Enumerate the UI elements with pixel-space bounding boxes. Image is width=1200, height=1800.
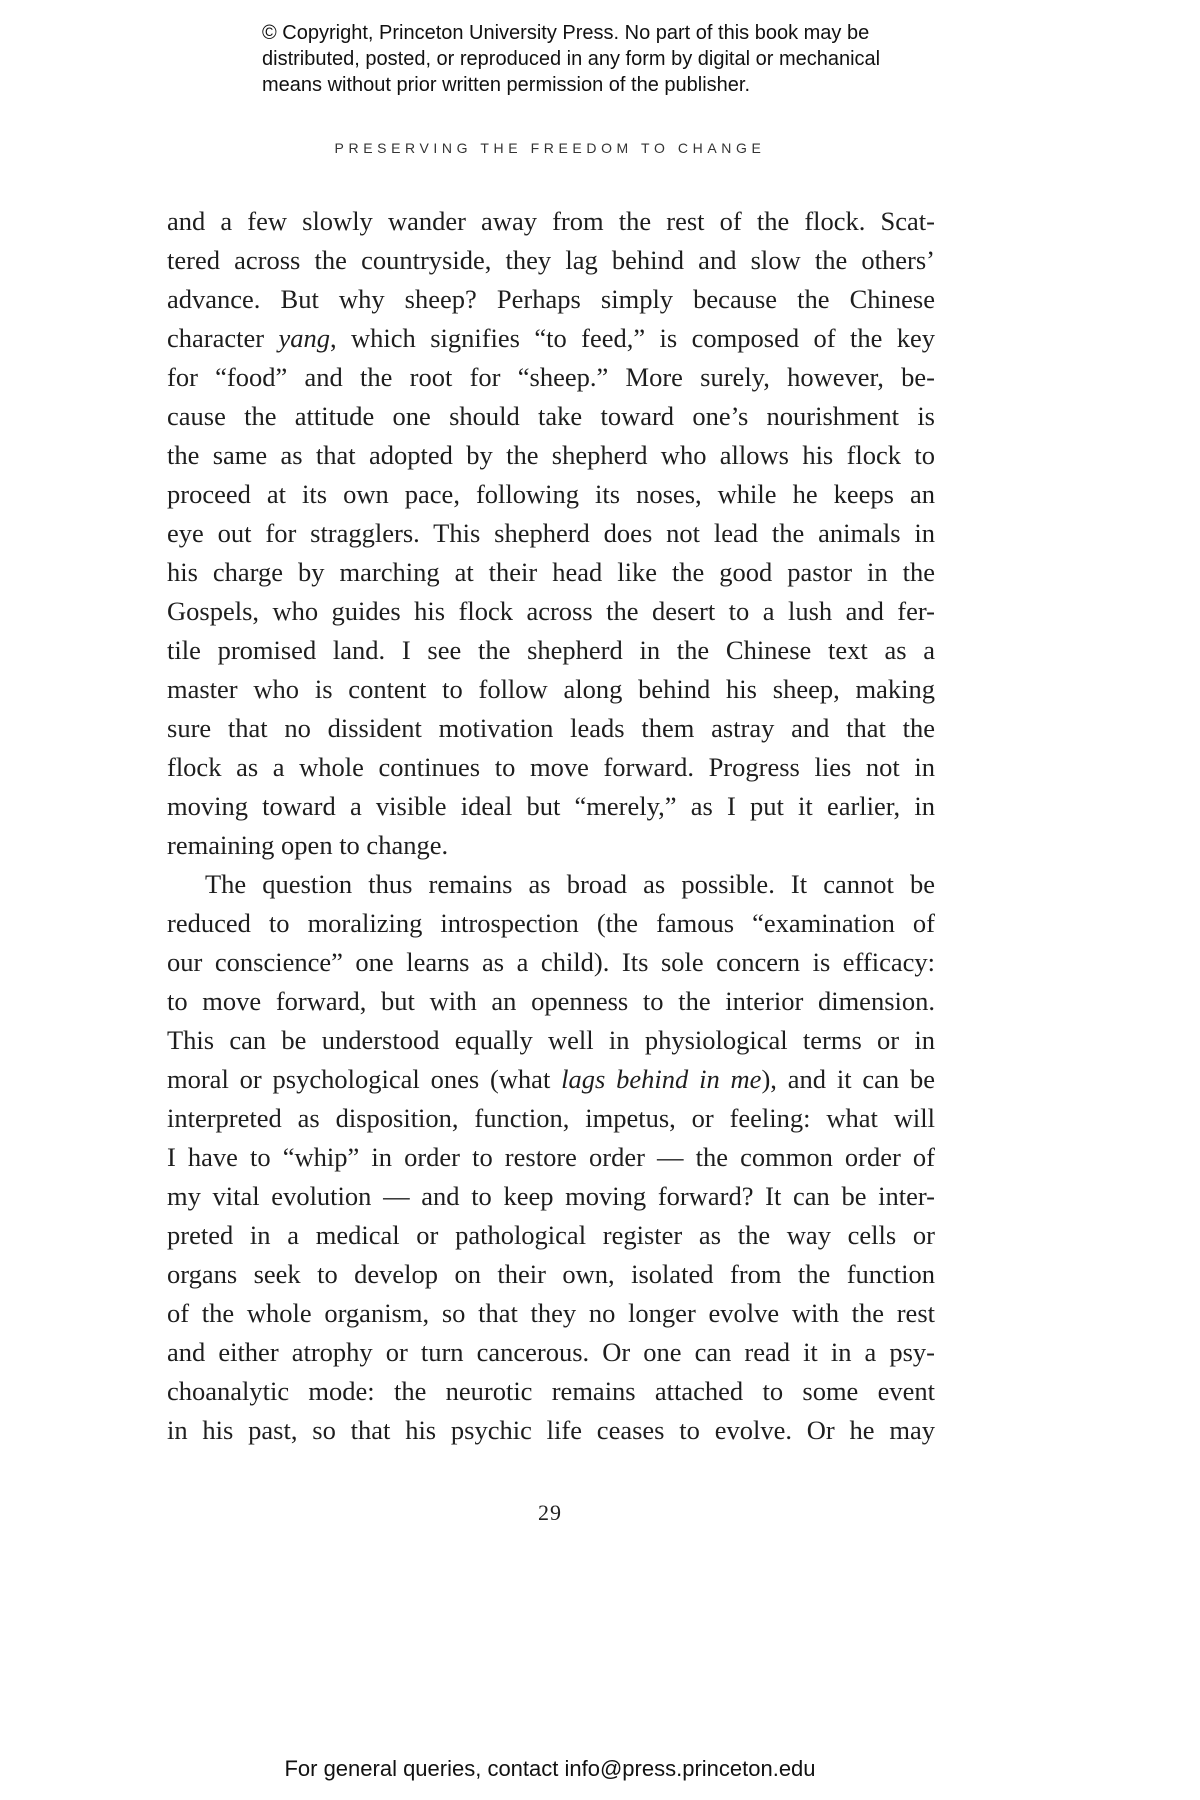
running-head: PRESERVING THE FREEDOM TO CHANGE [334,140,766,156]
text-line: in his past, so that his psychic life ceases to evolve. Or he may [167,1415,935,1445]
copyright-notice [262,20,982,98]
text-line: organs seek to develop on their own, isolated from the function [167,1259,935,1289]
italic-term: yang [278,323,330,353]
text-line: his charge by marching at their head like the good pastor in the [167,557,935,587]
text-line: our conscience” one learns as a child). Its sole concern is efficacy: [167,947,935,977]
text-line: preted in a medical or pathological register as the way cells or [167,1220,935,1250]
text-line: reduced to moralizing introspection (the famous “examination of [167,908,935,938]
text-line: the same as that adopted by the shepherd who allows his flock to [167,440,935,470]
text-line: I have to “whip” in order to restore order — the common order of [167,1142,935,1172]
text-line: cause the attitude one should take toward one’s nourishment is [167,401,935,431]
text-segment: , which signifies “to feed,” is composed of the key [330,323,935,353]
text-line: moving toward a visible ideal but “merely,” as I put it earlier, in [167,791,935,821]
text-line: tered across the countryside, they lag behind and slow the others’ [167,245,935,275]
text-line [167,1060,935,1099]
text-line: This can be understood equally well in physiological terms or in [167,1025,935,1055]
text-line: The question thus remains as broad as possible. It cannot be [205,869,935,899]
text-line: flock as a whole continues to move forward. Progress lies not in [167,752,935,782]
body-text [167,202,935,1450]
text-line: Gospels, who guides his flock across the desert to a lush and fer- [167,596,935,626]
text-line: eye out for stragglers. This shepherd does not lead the animals in [167,518,935,548]
text-line: advance. But why sheep? Perhaps simply because the Chinese [167,284,935,314]
italic-term: lags behind in me [561,1064,762,1094]
text-line [167,319,935,358]
text-line: my vital evolution — and to keep moving forward? It can be inter- [167,1181,935,1211]
text-line: to move forward, but with an openness to the interior dimension. [167,986,935,1016]
copyright-line: © Copyright, Princeton University Press. No part of this book may be [262,22,870,44]
text-line: and either atrophy or turn cancerous. Or one can read it in a psy- [167,1337,935,1367]
text-line: tile promised land. I see the shepherd in the Chinese text as a [167,635,935,665]
text-segment: moral or psychological ones (what [167,1064,562,1094]
text-line: master who is content to follow along behind his sheep, making [167,674,935,704]
text-line: proceed at its own pace, following its noses, while he keeps an [167,479,935,509]
copyright-line: means without prior written permission of the publisher. [262,74,751,96]
text-line: interpreted as disposition, function, impetus, or feeling: what will [167,1103,935,1133]
text-line: remaining open to change. [167,830,449,860]
text-line: of the whole organism, so that they no longer evolve with the rest [167,1298,935,1328]
text-line: for “food” and the root for “sheep.” More surely, however, be- [167,362,935,392]
text-segment: ), and it can be [761,1064,935,1094]
text-line: choanalytic mode: the neurotic remains attached to some event [167,1376,935,1406]
text-line: sure that no dissident motivation leads them astray and that the [167,713,935,743]
footer-contact: For general queries, contact info@press.princeton.edu [284,1756,816,1781]
copyright-line: distributed, posted, or reproduced in any form by digital or mechanical [262,48,881,70]
text-segment: character [167,323,279,353]
text-line: and a few slowly wander away from the rest of the flock. Scat- [167,206,935,236]
page-number: 29 [538,1500,562,1525]
